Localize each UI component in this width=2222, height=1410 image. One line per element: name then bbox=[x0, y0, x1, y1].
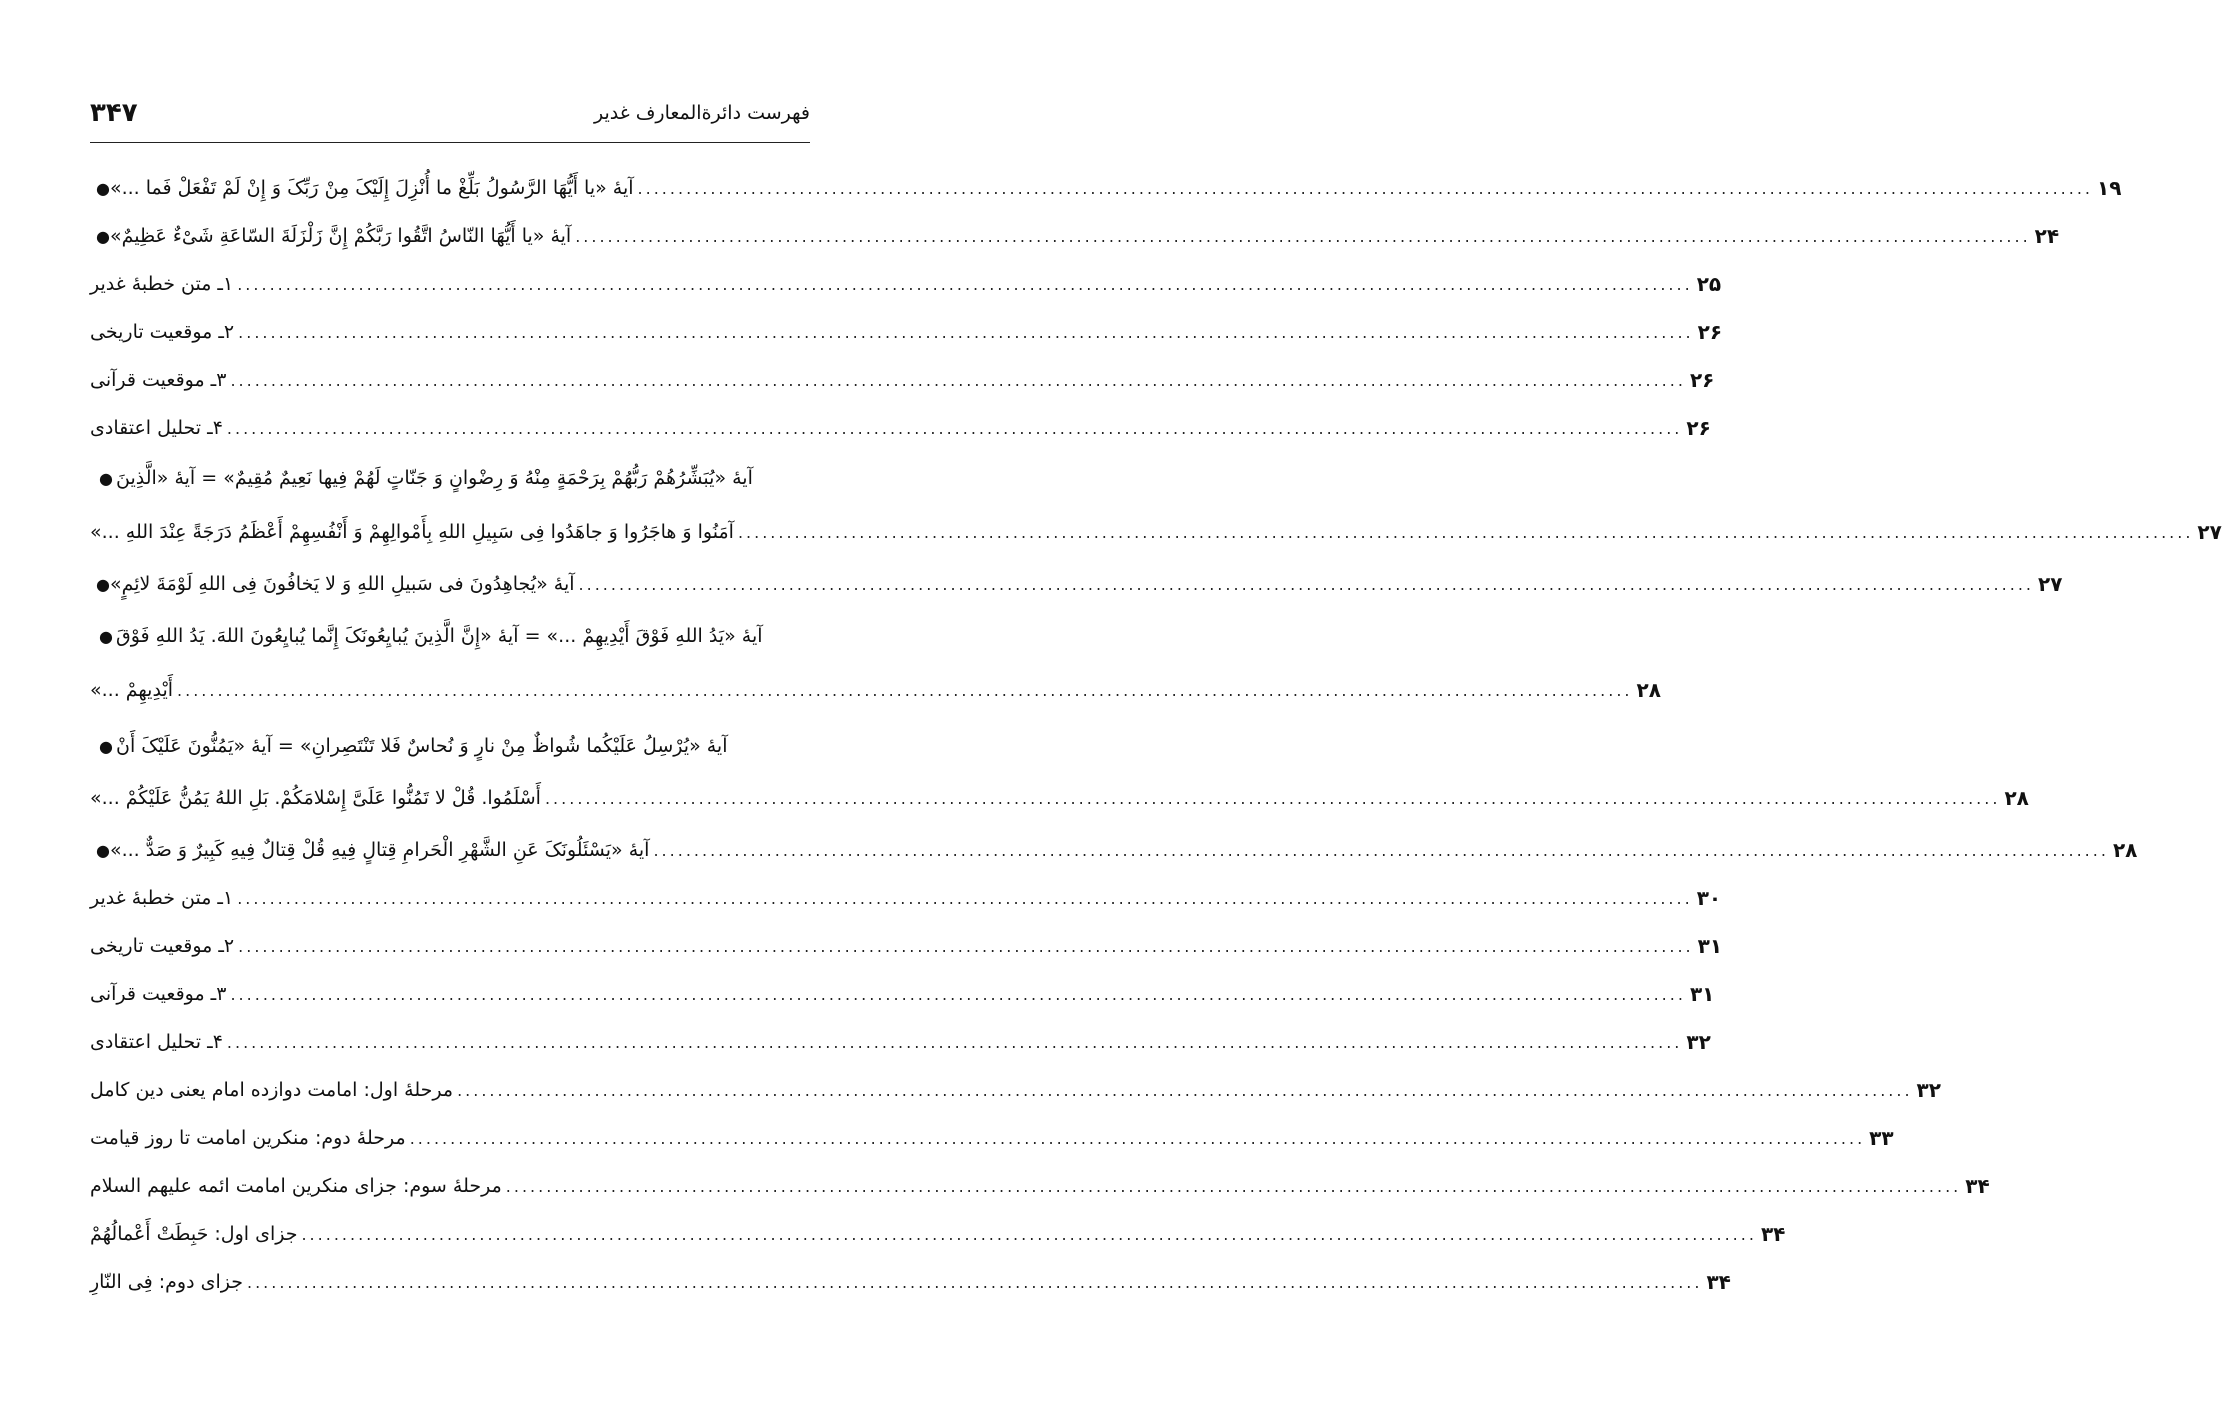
toc-entry-title: مرحلهٔ سوم: جزای منکرین امامت ائمه علیهم السلام bbox=[90, 1175, 502, 1197]
dot-leader bbox=[410, 1129, 1865, 1148]
bullet-icon: ● bbox=[99, 626, 113, 646]
toc-entry-page: ۲۸ bbox=[1636, 678, 1661, 702]
toc-entry-page: ۱۹ bbox=[2097, 176, 2122, 200]
dot-leader bbox=[230, 371, 1685, 390]
dot-leader bbox=[237, 275, 1692, 294]
toc-entry[interactable] bbox=[90, 1258, 1731, 1306]
toc-entry-page: ۲۶ bbox=[1686, 416, 1711, 440]
toc-entry-title: آیهٔ «یَسْئَلُونَکَ عَنِ الشَّهْرِ الْحَرامِ قِتالٍ فِیهِ قُلْ قِتالٌ فِیهِ کَبِیرٌ وَ صَدٌّ ...» bbox=[109, 839, 650, 861]
header-rule bbox=[90, 142, 810, 143]
toc-entry-title: مرحلهٔ دوم: منکرین امامت تا روز قیامت bbox=[90, 1127, 406, 1149]
toc-entry[interactable] bbox=[90, 722, 810, 770]
toc-entry-title: آیهٔ «یَدُ اللهِ فَوْقَ أَیْدِیهِمْ ...» = آیهٔ «إِنَّ الَّذِینَ یُبایِعُونَکَ إِنَّما یُبایِعُونَ اللهَ. یَدُ اللهِ فَوْقَ bbox=[116, 625, 763, 647]
dot-leader bbox=[247, 1273, 1702, 1292]
toc-entry-title: جزای اول: حَبِطَتْ أَعْمالُهُمْ bbox=[90, 1223, 298, 1245]
running-title: فهرست دائرةالمعارف غدیر bbox=[593, 102, 810, 124]
toc-entry-title: ۴ـ تحلیل اعتقادی bbox=[90, 417, 223, 439]
dot-leader bbox=[238, 323, 1693, 342]
toc-entry-continuation bbox=[90, 508, 2222, 556]
toc-entry[interactable] bbox=[90, 164, 2122, 212]
dot-leader bbox=[638, 179, 2093, 198]
dot-leader bbox=[177, 681, 1632, 700]
toc-entry[interactable] bbox=[90, 308, 1723, 356]
toc-entry[interactable] bbox=[90, 826, 2138, 874]
toc-entry[interactable] bbox=[90, 404, 1711, 452]
toc-entry[interactable] bbox=[90, 1210, 1786, 1258]
toc-entry[interactable] bbox=[90, 454, 810, 502]
toc-entry-title: ۲ـ موقعیت تاریخی bbox=[90, 321, 235, 343]
dot-leader bbox=[545, 789, 2000, 808]
toc-entry[interactable] bbox=[90, 260, 1722, 308]
toc-entry-title: آیهٔ «یُبَشِّرُهُمْ رَبُّهُمْ بِرَحْمَةٍ مِنْهُ وَ رِضْوانٍ وَ جَنّاتٍ لَهُمْ فِیها نَعِیمٌ مُقِیمٌ» = آیهٔ «الَّذِینَ bbox=[116, 467, 753, 489]
bullet-icon: ● bbox=[96, 178, 110, 198]
toc-entry-title: ۳ـ موقعیت قرآنی bbox=[90, 369, 227, 391]
toc-entry-page: ۲۸ bbox=[2004, 786, 2029, 810]
toc-entry-page: ۲۴ bbox=[2034, 224, 2060, 248]
dot-leader bbox=[579, 575, 2034, 594]
toc-entry-title: جزای دوم: فِی النّارِ bbox=[90, 1271, 243, 1293]
toc-entry[interactable] bbox=[90, 1114, 1894, 1162]
toc-entry-page: ۳۲ bbox=[1916, 1078, 1941, 1102]
toc-entry-title: آیهٔ «یُرْسِلُ عَلَیْکُما شُواظٌ مِنْ نارٍ وَ نُحاسٌ فَلا تَنْتَصِرانِ» = آیهٔ «یَمُنُّونَ عَلَیْکَ أَنْ bbox=[116, 735, 728, 757]
toc-entry[interactable] bbox=[90, 612, 810, 660]
dot-leader bbox=[237, 889, 1692, 908]
toc-entry-page: ۲۸ bbox=[2112, 838, 2138, 862]
toc-entry-title-cont: آمَنُوا وَ هاجَرُوا وَ جاهَدُوا فِی سَبِیلِ اللهِ بِأَمْوالِهِمْ وَ أَنْفُسِهِمْ أَعْظَمُ دَرَجَةً عِنْدَ اللهِ ...» bbox=[90, 521, 734, 543]
page-header bbox=[90, 96, 810, 140]
dot-leader bbox=[301, 1225, 1756, 1244]
toc-entry[interactable] bbox=[90, 356, 1715, 404]
toc-entry-title: مرحلهٔ اول: امامت دوازده امام یعنی دین کامل bbox=[90, 1079, 454, 1101]
toc-entry-title: آیهٔ «یا أَیُّهَا الرَّسُولُ بَلِّغْ ما أُنْزِلَ إِلَیْکَ مِنْ رَبِّکَ وَ إِنْ لَمْ تَفْعَلْ فَما ...» bbox=[109, 177, 634, 199]
toc-entry-page: ۲۶ bbox=[1689, 368, 1715, 392]
toc-entry-continuation bbox=[90, 774, 2029, 822]
dot-leader bbox=[653, 841, 2108, 860]
bullet-icon: ● bbox=[99, 468, 113, 488]
toc-entry-title: آیهٔ «یُجاهِدُونَ فی سَبیلِ اللهِ وَ لا یَخافُونَ فِی اللهِ لَوْمَةَ لائِمٍ» bbox=[109, 573, 575, 595]
toc-entry-page: ۳۴ bbox=[1760, 1222, 1786, 1246]
toc-entry-title: ۱ـ متن خطبهٔ غدیر bbox=[90, 273, 234, 295]
toc-entry-page: ۳۳ bbox=[1869, 1126, 1894, 1150]
bullet-icon: ● bbox=[96, 574, 110, 594]
dot-leader bbox=[238, 937, 1693, 956]
bullet-icon: ● bbox=[96, 226, 110, 246]
dot-leader bbox=[457, 1081, 1912, 1100]
dot-leader bbox=[230, 985, 1685, 1004]
bullet-icon: ● bbox=[99, 736, 113, 756]
dot-leader bbox=[738, 523, 2193, 542]
toc-entry[interactable] bbox=[90, 212, 2060, 260]
dot-leader bbox=[575, 227, 2030, 246]
toc-entry-title-cont: أَسْلَمُوا. قُلْ لا تَمُنُّوا عَلَیَّ إِسْلامَکُمْ. بَلِ اللهُ یَمُنُّ عَلَیْکُمْ ...» bbox=[90, 787, 541, 809]
toc-entry-title: ۴ـ تحلیل اعتقادی bbox=[90, 1031, 223, 1053]
dot-leader bbox=[227, 1033, 1682, 1052]
toc-entry-page: ۲۷ bbox=[2197, 520, 2222, 544]
dot-leader bbox=[227, 419, 1682, 438]
toc-entry[interactable] bbox=[90, 922, 1723, 970]
toc-entry-title-cont: أَیْدِیهِمْ ...» bbox=[90, 679, 174, 701]
toc-entry-title: ۳ـ موقعیت قرآنی bbox=[90, 983, 227, 1005]
toc-entry[interactable] bbox=[90, 1162, 1990, 1210]
toc-entry-page: ۲۷ bbox=[2037, 572, 2063, 596]
toc-entry[interactable] bbox=[90, 1066, 1941, 1114]
bullet-icon: ● bbox=[96, 840, 110, 860]
toc-entry-page: ۳۲ bbox=[1686, 1030, 1711, 1054]
dot-leader bbox=[506, 1177, 1961, 1196]
toc-entry-page: ۳۱ bbox=[1697, 934, 1723, 958]
toc-entry-page: ۲۵ bbox=[1696, 272, 1722, 296]
toc-entry[interactable] bbox=[90, 970, 1715, 1018]
toc-entry-page: ۳۴ bbox=[1965, 1174, 1990, 1198]
toc-entry[interactable] bbox=[90, 874, 1722, 922]
toc-entry-page: ۳۱ bbox=[1689, 982, 1715, 1006]
page-number: ۳۴۷ bbox=[90, 98, 138, 128]
toc-entry-page: ۲۶ bbox=[1697, 320, 1723, 344]
toc-entry-title: آیهٔ «یا أَیُّهَا النّاسُ اتَّقُوا رَبَّکُمْ إِنَّ زَلْزَلَةَ السّاعَةِ شَیْءٌ عَظِیمٌ» bbox=[109, 225, 572, 247]
toc-entry-title: ۲ـ موقعیت تاریخی bbox=[90, 935, 235, 957]
toc-entry[interactable] bbox=[90, 1018, 1711, 1066]
toc-entry-page: ۳۴ bbox=[1706, 1270, 1731, 1294]
toc-entry[interactable] bbox=[90, 560, 2063, 608]
toc-entry-page: ۳۰ bbox=[1696, 886, 1722, 910]
toc-entry-continuation bbox=[90, 666, 1661, 714]
toc-entry-title: ۱ـ متن خطبهٔ غدیر bbox=[90, 887, 234, 909]
